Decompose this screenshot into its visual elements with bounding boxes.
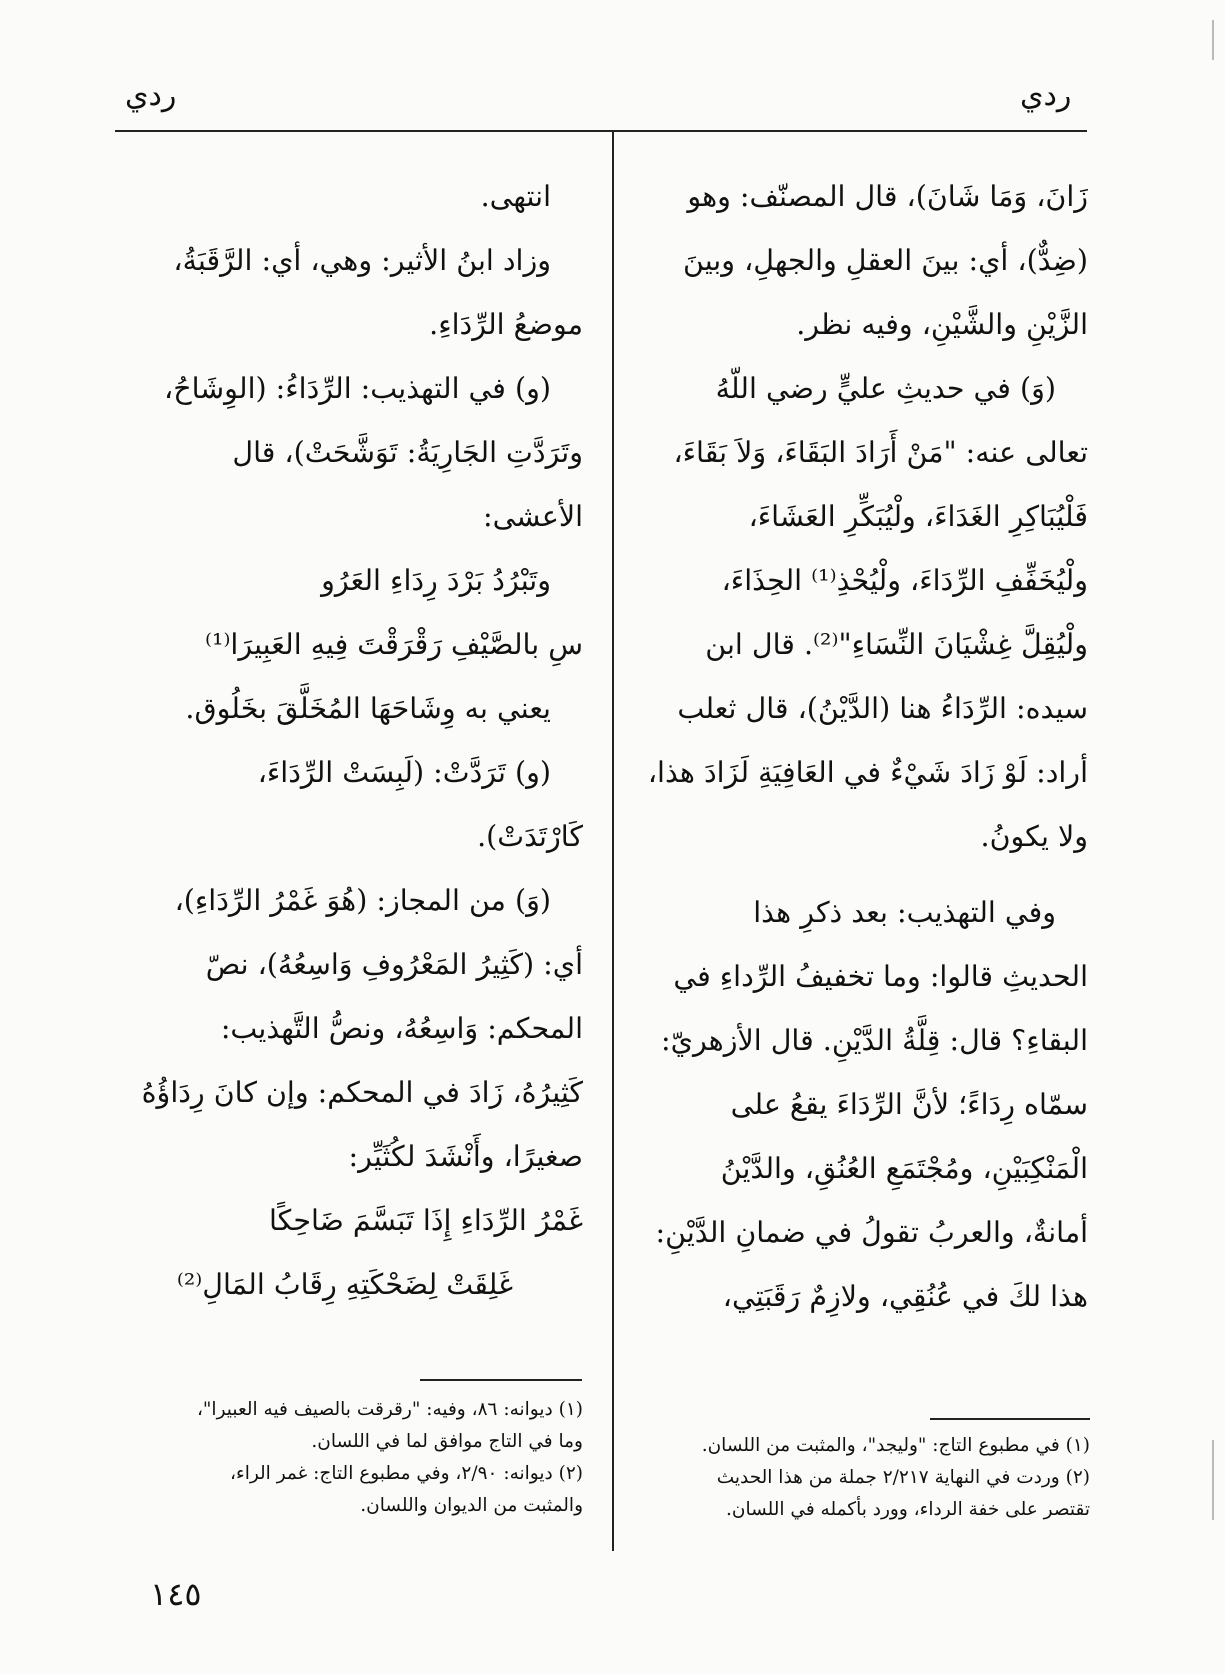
footnote-line: وما في التاج موافق لما في اللسان. [311, 1431, 583, 1452]
footnote-line: (٢) وردت في النهاية ٢/٢١٧ جملة من هذا الحديث [716, 1467, 1090, 1488]
footnotes-right [625, 1430, 1090, 1526]
footnote-rule-left [420, 1379, 582, 1381]
text-line: المحكم: وَاسِعُهُ، ونصُّ التَّهذيب: [220, 1012, 583, 1045]
right-column [630, 165, 1088, 1329]
text-line: الأعشى: [483, 500, 583, 533]
text-line: الحديثِ قالوا: وما تخفيفُ الرِّداءِ في [673, 960, 1088, 993]
text-line: أراد: لَوْ زَادَ شَيْءٌ في العَافِيَةِ لَزَادَ هذا، [647, 756, 1088, 789]
verse-line: غَمْرُ الرِّدَاءِ إِذَا تَبَسَّمَ ضَاحِكًا [268, 1204, 583, 1237]
footnote-rule-right [930, 1418, 1090, 1420]
verse-line: سِ بالصَّيْفِ رَقْرَقْتَ فِيهِ العَبِيرَا⁽¹⁾ [205, 628, 583, 661]
text-line: الْمَنْكِبَيْنِ، ومُجْتَمَعِ العُنُقِ، والدَّيْنُ [720, 1152, 1088, 1185]
text-line: (و) تَرَدَّتْ: (لَبِسَتْ الرِّدَاءَ، [257, 756, 551, 789]
text-line: كَارْتَدَتْ). [477, 820, 583, 853]
text-line: صغيرًا، وأَنْشَدَ لكُثَيِّر: [348, 1140, 583, 1173]
text-line: (ضِدٌّ)، أي: بينَ العقلِ والجهلِ، وبينَ [683, 244, 1088, 277]
verse-line: وتَبْرُدُ بَرْدَ رِدَاءِ العَرُو [321, 564, 551, 597]
text-line: ولْيُقِلَّ غِشْيَانَ النِّسَاءِ"⁽²⁾. قال ابن [705, 628, 1088, 661]
verse-line: غَلِقَتْ لِضَحْكَتِهِ رِقَابُ المَالِ⁽²⁾ [176, 1268, 513, 1301]
footnote-line: (١) في مطبوع التاج: "وليجد"، والمثبت من اللسان. [701, 1435, 1090, 1456]
text-line: البقاءِ؟ قال: قِلَّةُ الدَّيْنِ. قال الأزهريّ: [661, 1024, 1088, 1057]
text-line: سيده: الرِّدَاءُ هنا (الدَّيْنُ)، قال ثعلب [677, 692, 1088, 725]
text-line: فَلْيُبَاكِرِ الغَدَاءَ، ولْيُبَكِّرِ العَشَاءَ، [748, 500, 1088, 533]
running-head-right: ردي [1020, 78, 1072, 113]
text-line: انتهى. [480, 180, 551, 213]
footnotes-left [118, 1394, 583, 1522]
text-line: ولا يكونُ. [980, 820, 1088, 853]
text-line: أمانةٌ، والعربُ تقولُ في ضمانِ الدَّيْنِ: [655, 1216, 1088, 1249]
footnote-line: تقتصر على خفة الرداء، وورد بأكمله في اللسان. [726, 1499, 1090, 1520]
scan-edge-mark [1212, 20, 1214, 60]
text-line: أي: (كَثِيرُ المَعْرُوفِ وَاسِعُهُ)، نصّ [205, 948, 583, 981]
text-line: (وَ) في حديثِ عليٍّ رضي اللّهُ [715, 372, 1056, 405]
scan-edge-mark [1212, 1440, 1214, 1520]
text-line: (وَ) من المجاز: (هُوَ غَمْرُ الرِّدَاءِ)، [174, 884, 551, 917]
text-line: يعني به وِشَاحَهَا المُخَلَّقَ بخَلُوق. [185, 692, 551, 725]
text-line: وزاد ابنُ الأثير: وهي، أي: الرَّقَبَةُ، [173, 244, 551, 277]
footnote-line: (١) ديوانه: ٨٦، وفيه: "رقرقت بالصيف فيه العبيرا"، [196, 1399, 583, 1420]
text-line: زَانَ، وَمَا شَانَ)، قال المصنّف: وهو [687, 180, 1088, 213]
text-line: ولْيُخَفِّفِ الرِّدَاءَ، ولْيُحْذِ⁽¹⁾ الحِذَاءَ، [721, 564, 1088, 597]
text-line: تعالى عنه: "مَنْ أَرَادَ البَقَاءَ، وَلاَ بَقَاءَ، [673, 436, 1088, 469]
column-divider [612, 131, 614, 1551]
footnote-line: والمثبت من الديوان واللسان. [360, 1495, 583, 1516]
left-column [118, 165, 583, 1317]
text-line: كَثِيرُهُ، زَادَ في المحكم: وإن كانَ رِدَاؤُهُ [141, 1076, 583, 1109]
text-line: سمّاه رِدَاءً؛ لأنَّ الرِّدَاءَ يقعُ على [730, 1088, 1088, 1121]
text-line: وتَرَدَّتِ الجَارِيَةُ: تَوَشَّحَتْ)، قال [232, 436, 583, 469]
text-line: موضعُ الرِّدَاءِ. [429, 308, 583, 341]
text-line: هذا لكَ في عُنُقِي، ولازِمٌ رَقَبَتِي، [722, 1280, 1088, 1313]
header-rule [115, 130, 1087, 132]
text-line: وفي التهذيب: بعد ذكرِ هذا [753, 896, 1056, 929]
text-line: الزَّيْنِ والشَّيْنِ، وفيه نظر. [796, 308, 1088, 341]
footnote-line: (٢) ديوانه: ٢/٩٠، وفي مطبوع التاج: غمر الراء، [230, 1463, 583, 1484]
page-number: ١٤٥ [150, 1575, 202, 1613]
running-head-left: ردي [125, 78, 177, 113]
text-line: (و) في التهذيب: الرِّدَاءُ: (الوِشَاحُ، [164, 372, 551, 405]
